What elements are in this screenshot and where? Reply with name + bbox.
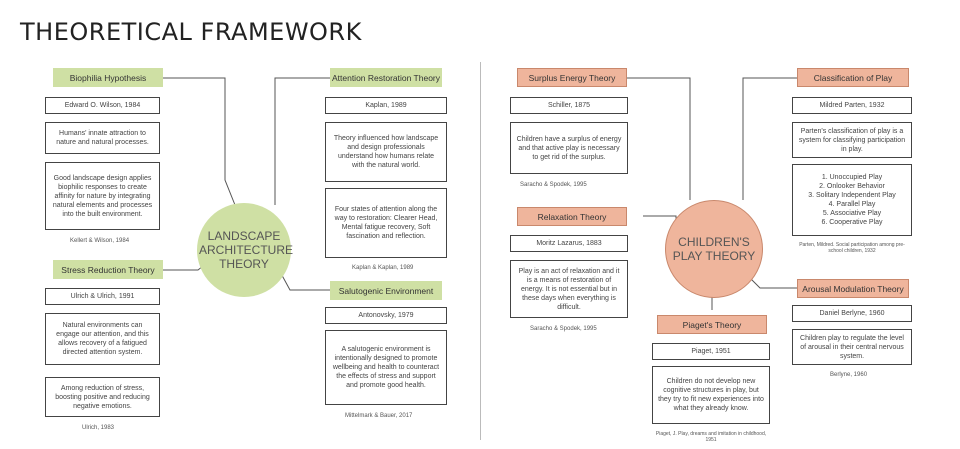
stress-reduction-title: Stress Reduction Theory <box>53 260 163 279</box>
attention-restoration-citation: Kaplan & Kaplan, 1989 <box>352 265 414 271</box>
biophilia-text-2: Good landscape design applies biophilic responses to create affinity for nature by integrating natural elements and processes into the built environment. <box>45 162 160 230</box>
play-theory-label: CHILDREN'S PLAY THEORY <box>672 235 756 263</box>
surplus-energy-text-1: Children have a surplus of energy and that active play is necessary to get rid of the surplus. <box>510 122 628 174</box>
salutogenic-title: Salutogenic Environment <box>330 281 442 300</box>
piaget-text-1: Children do not develop new cognitive structures in play, but they try to fit new experiences into what they already know. <box>652 366 770 424</box>
piaget-author: Piaget, 1951 <box>652 343 770 360</box>
surplus-energy-title: Surplus Energy Theory <box>517 68 627 87</box>
relaxation-citation: Saracho & Spodek, 1995 <box>530 326 597 332</box>
attention-restoration-text-1: Theory influenced how landscape and design professionals understand how humans relate with the natural world. <box>325 122 447 182</box>
attention-restoration-text-2: Four states of attention along the way to restoration: Clearer Head, Mental fatigue recovery, Soft fascination and reflection. <box>325 188 447 258</box>
arousal-modulation-author: Daniel Berlyne, 1960 <box>792 305 912 322</box>
arousal-modulation-title: Arousal Modulation Theory <box>797 279 909 298</box>
landscape-theory-label: LANDSCAPE ARCHITECTURE THEORY <box>199 229 294 271</box>
attention-restoration-title: Attention Restoration Theory <box>330 68 442 87</box>
stress-reduction-author: Ulrich & Ulrich, 1991 <box>45 288 160 305</box>
landscape-theory-circle <box>197 203 294 297</box>
biophilia-citation: Kellert & Wilson, 1984 <box>70 238 130 244</box>
arousal-modulation-citation: Berlyne, 1960 <box>830 372 868 378</box>
arousal-modulation-text-1: Children play to regulate the level of arousal in their central nervous system. <box>792 329 912 365</box>
page-title: THEORETICAL FRAMEWORK <box>20 18 362 46</box>
play-theory-circle <box>665 200 763 298</box>
attention-restoration-author: Kaplan, 1989 <box>325 97 447 114</box>
relaxation-text-1: Play is an act of relaxation and it is a means of restoration of energy. It is not essential but in these days when everything is difficult. <box>510 260 628 318</box>
classification-text-1: Parten's classification of play is a system for classifying participation in play. <box>792 122 912 158</box>
stress-reduction-citation: Ulrich, 1983 <box>82 425 115 431</box>
biophilia-title: Biophilia Hypothesis <box>53 68 163 87</box>
classification-text-2: 1. Unoccupied Play 2. Onlooker Behavior 3. Solitary Independent Play 4. Parallel Play 5. Associative Play 6. Cooperative Play <box>792 164 912 236</box>
surplus-energy-author: Schiller, 1875 <box>510 97 628 114</box>
salutogenic-text-1: A salutogenic environment is intentionally designed to promote wellbeing and health to counteract the effects of stress and support and promote good health. <box>325 330 447 405</box>
stress-reduction-text-2: Among reduction of stress, boosting positive and reducing negative emotions. <box>45 377 160 417</box>
piaget-title: Piaget's Theory <box>657 315 767 334</box>
relaxation-title: Relaxation Theory <box>517 207 627 226</box>
stress-reduction-text-1: Natural environments can engage our attention, and this allows recovery of a fatigued directed attention system. <box>45 313 160 365</box>
piaget-citation: Piaget, J. Play, dreams and imitation in childhood, 1951 <box>655 431 767 443</box>
biophilia-author: Edward O. Wilson, 1984 <box>45 97 160 114</box>
salutogenic-author: Antonovsky, 1979 <box>325 307 447 324</box>
surplus-energy-citation: Saracho & Spodek, 1995 <box>520 182 587 188</box>
biophilia-text-1: Humans' innate attraction to nature and natural processes. <box>45 122 160 154</box>
classification-author: Mildred Parten, 1932 <box>792 97 912 114</box>
classification-title: Classification of Play <box>797 68 909 87</box>
relaxation-author: Moritz Lazarus, 1883 <box>510 235 628 252</box>
classification-citation: Parten, Mildred. Social participation among pre-school children, 1932 <box>799 242 905 254</box>
salutogenic-citation: Mittelmark & Bauer, 2017 <box>345 413 413 419</box>
